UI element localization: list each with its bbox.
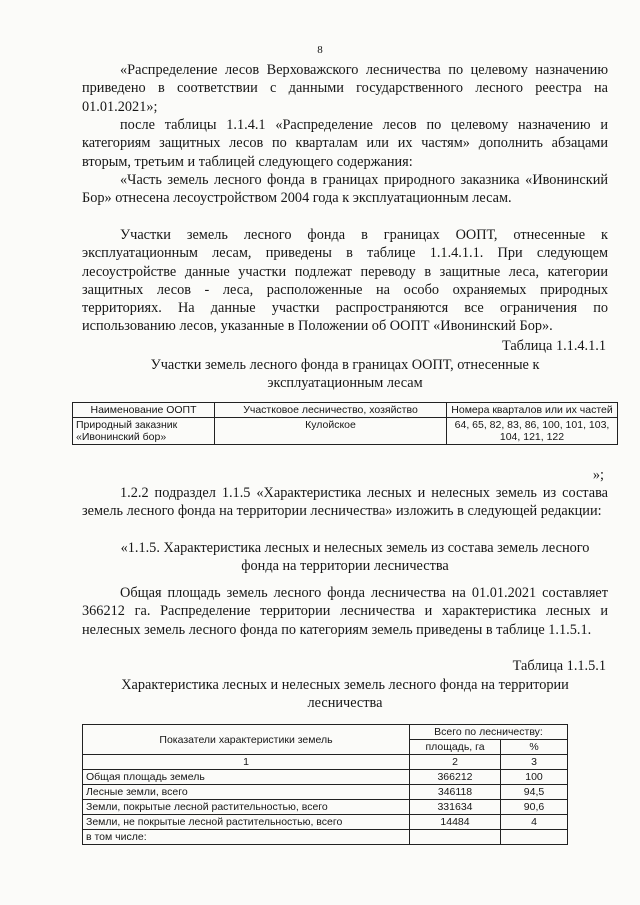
table-row: [83, 830, 568, 845]
table-row: [83, 815, 568, 830]
page-number: 8: [317, 44, 323, 56]
col-num: 1: [83, 755, 410, 770]
header-percent: %: [501, 740, 568, 755]
table1-title-line2: эксплуатационным лесам: [267, 375, 423, 391]
row-name: в том числе:: [83, 830, 410, 845]
header-forestry: Участковое лесничество, хозяйство: [215, 403, 447, 418]
table-row: [83, 800, 568, 815]
header-total: Всего по лесничеству:: [410, 725, 568, 740]
table-row: [83, 770, 568, 785]
row-area: 14484: [410, 815, 501, 830]
row-name: Общая площадь земель: [83, 770, 410, 785]
header-quarters: Номера кварталов или их частей: [447, 403, 618, 418]
col-num: 3: [501, 755, 568, 770]
paragraph-after-table: после таблицы 1.1.4.1 «Распределение лесов по целевому назначению и категориям защитных лесов по кварталам или их частям» дополнить абзацами вторым, третьим и таблицей следующего содержания:: [82, 117, 608, 170]
table2-title-line1: Характеристика лесных и нелесных земель лесного фонда на территории: [121, 677, 569, 693]
col-num: 2: [410, 755, 501, 770]
paragraph-subsection: 1.2.2 подраздел 1.1.5 «Характеристика лесных и нелесных земель из состава земель лесного фонда на территории лесничества» изложить в следующей редакции:: [82, 485, 608, 520]
row-percent: 100: [501, 770, 568, 785]
paragraph-ivoninsky-bor: «Часть земель лесного фонда в границах природного заказника «Ивонинский Бор» отнесена лесоустройством 2004 года к эксплуатационным лесам.: [82, 172, 608, 207]
row-percent: 94,5: [501, 785, 568, 800]
row-area: 331634: [410, 800, 501, 815]
row-name: Лесные земли, всего: [83, 785, 410, 800]
paragraph-distribution-source: «Распределение лесов Верховажского лесничества по целевому назначению приведено в соответствии с данными государственного лесного реестра на 01.01.2021»;: [82, 62, 608, 115]
cell-forestry: Кулойское: [215, 418, 447, 445]
header-indicators: Показатели характеристики земель: [83, 725, 410, 755]
section-title-line2: фонда на территории лесничества: [241, 558, 449, 574]
table-oopt-plots: [72, 402, 618, 445]
row-name: Земли, не покрытые лесной растительностью, всего: [83, 815, 410, 830]
row-area: 366212: [410, 770, 501, 785]
row-area: 346118: [410, 785, 501, 800]
row-percent: [501, 830, 568, 845]
closing-quote: »;: [592, 467, 604, 483]
table2-label: Таблица 1.1.5.1: [512, 658, 606, 674]
table-land-characteristics: [82, 724, 568, 845]
row-name: Земли, покрытые лесной растительностью, всего: [83, 800, 410, 815]
table1-label: Таблица 1.1.4.1.1: [501, 338, 606, 354]
table-row: [73, 418, 618, 445]
table-row: [83, 785, 568, 800]
row-percent: 90,6: [501, 800, 568, 815]
table-header-row: [73, 403, 618, 418]
paragraph-oopt-plots: Участки земель лесного фонда в границах ООПТ, отнесенные к эксплуатационным лесам, приведены в таблице 1.1.4.1.1. При следующем лесоустройстве данные участки подлежат переводу в защитные леса, категории защитных лесов - леса, расположенные на особо охраняемых природных территориях. На данные участки распространяются все ограничения по использованию лесов, указанные в Положении об ООПТ «Ивонинский Бор».: [82, 227, 608, 335]
row-area: [410, 830, 501, 845]
column-numbers-row: [83, 755, 568, 770]
paragraph-total-area: Общая площадь земель лесного фонда лесничества на 01.01.2021 составляет 366212 га. Распределение территории лесничества и характеристика лесных и нелесных земель лесного фонда по категориям земель приведены в таблице 1.1.5.1.: [82, 585, 608, 638]
section-title-line1: «1.1.5. Характеристика лесных и нелесных земель из состава земель лесного: [120, 540, 590, 556]
cell-oopt-name: Природный заказник «Ивонинский бор»: [73, 418, 215, 445]
header-oopt-name: Наименование ООПТ: [73, 403, 215, 418]
cell-quarters: 64, 65, 82, 83, 86, 100, 101, 103, 104, 121, 122: [447, 418, 618, 445]
header-area: площадь, га: [410, 740, 501, 755]
table1-title-line1: Участки земель лесного фонда в границах ООПТ, отнесенные к: [150, 357, 540, 373]
table2-title-line2: лесничества: [307, 695, 383, 711]
row-percent: 4: [501, 815, 568, 830]
